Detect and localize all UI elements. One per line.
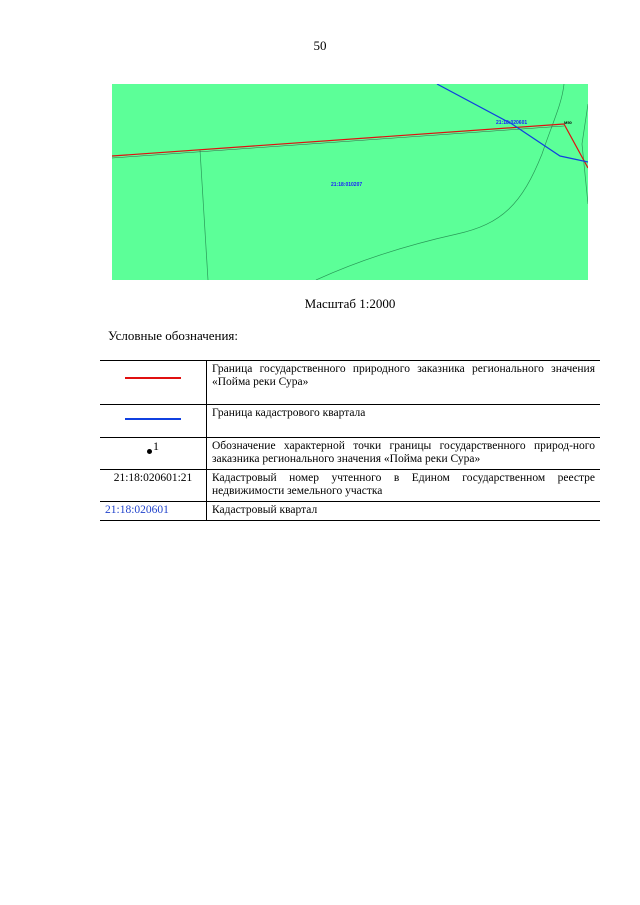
legend-title: Условные обозначения: [108,328,239,343]
parcel-line [200,150,208,280]
legend-symbol-cell: 21:18:020601 [100,502,207,521]
legend-symbol-cell [100,405,207,438]
legend-symbol-cell [100,438,207,470]
map-scale: Масштаб 1:2000 [304,296,396,311]
legend-description: Обозначение характерной точки границы государственного природ-ного заказника регионального значения «Пойма реки Сура» [207,438,601,470]
page-number: 50 [313,38,327,53]
legend-row [100,438,600,470]
legend-description: Граница кадастрового квартала [207,405,601,438]
legend-table [100,360,600,521]
map-label-center: 21:18:010207 [331,182,363,188]
red-line-symbol [125,377,181,379]
cadastral-map [112,84,588,280]
legend-description: Кадастровый номер учтенного в Едином государственном реестре недвижимости земельного участка [207,470,601,502]
legend-description: Граница государственного природного заказника регионального значения «Пойма реки Сура» [207,361,601,405]
parcel-line [582,104,588,204]
blue-line-symbol [125,418,181,420]
reserve-boundary-line [112,124,564,156]
legend-row [100,470,600,502]
legend-description: Кадастровый квартал [207,502,601,521]
legend-row [100,502,600,521]
legend-row [100,361,600,405]
point-number: 1 [153,439,159,453]
map-label-top-right: 21:18:020601 [496,120,528,126]
point-symbol [147,440,159,454]
legend-symbol-cell: 21:18:020601:21 [100,470,207,502]
boundary-outline [112,126,564,158]
legend-row [100,405,600,438]
point-dot-icon [147,449,152,454]
legend-symbol-cell [100,361,207,405]
map-label-corner: M50 [564,120,572,125]
